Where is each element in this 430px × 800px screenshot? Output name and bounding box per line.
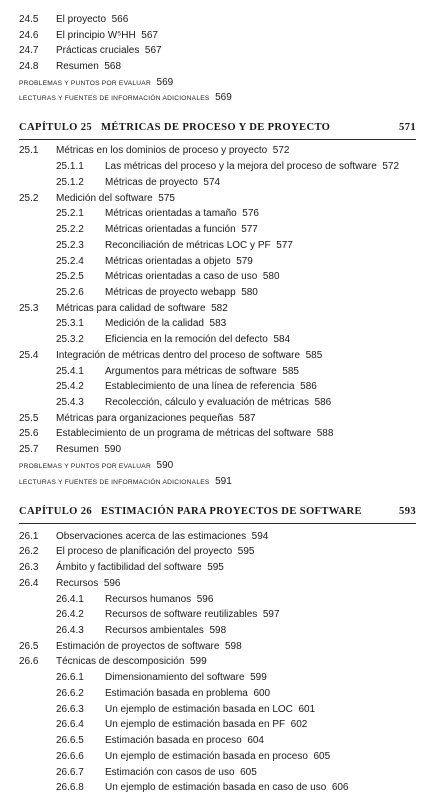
section-title: Dimensionamiento del software	[105, 672, 245, 684]
page-number: 600	[253, 687, 271, 699]
section-number: 24.6	[19, 29, 39, 41]
toc-entry	[105, 287, 258, 299]
page-number: 599	[189, 656, 207, 668]
section-title: Estimación de proyectos de software	[56, 640, 220, 652]
toc-entry	[56, 303, 228, 315]
section-number: 25.3	[19, 302, 39, 314]
page-number: 577	[241, 224, 258, 235]
page-number: 566	[111, 13, 129, 25]
section-number: 24.8	[19, 60, 39, 72]
toc-entry	[105, 381, 317, 393]
chapter-divider	[19, 139, 416, 140]
toc-entry	[56, 641, 242, 653]
page-number: 587	[238, 412, 256, 424]
section-title: Establecimiento de un programa de métricas del software	[56, 428, 312, 440]
section-title: Ámbito y factibilidad del software	[56, 562, 202, 574]
toc-entry	[56, 428, 333, 440]
page-number: 577	[276, 239, 293, 251]
section-number: 25.6	[19, 428, 39, 440]
section-number: 26.6.6	[56, 750, 84, 762]
toc-entry	[105, 751, 330, 763]
page-number: 604	[247, 735, 264, 746]
section-title: Recursos humanos	[105, 593, 192, 605]
section-title: Prácticas cruciales	[56, 45, 140, 57]
section-title: Métricas de proyecto	[105, 176, 198, 188]
toc-entry	[105, 735, 264, 747]
section-number: 24.7	[19, 45, 39, 57]
toc-entry	[56, 30, 158, 42]
section-number: 25.2.5	[56, 271, 84, 283]
problems-entry	[19, 460, 173, 473]
toc-entry	[105, 240, 293, 252]
section-number: 24.5	[19, 13, 39, 25]
section-title: Resumen	[56, 60, 99, 72]
page-number: 567	[141, 29, 158, 41]
toc-entry	[105, 688, 270, 700]
chapter-title: ESTIMACIÓN PARA PROYECTOS DE SOFTWARE	[101, 506, 362, 518]
section-title: Estimación basada en proceso	[105, 735, 242, 746]
section-title: El proceso de planificación del proyecto	[56, 546, 233, 558]
section-number: 25.4.3	[56, 397, 84, 408]
section-title: Un ejemplo de estimación basada en proceso	[105, 750, 308, 762]
page-number: 576	[242, 208, 259, 220]
section-number: 26.5	[19, 640, 39, 652]
page-number: 584	[273, 334, 291, 346]
section-number: 25.2.1	[56, 208, 84, 220]
toc-entry	[56, 61, 121, 73]
section-title: Recolección, cálculo y evaluación de métricas	[105, 397, 309, 408]
section-number: 26.6.1	[56, 672, 84, 684]
section-number: 26.3	[19, 562, 39, 574]
page-number: 572	[382, 161, 400, 173]
page-number: 591	[215, 475, 232, 487]
toc-entry	[105, 224, 258, 236]
page-number: 567	[144, 45, 162, 57]
toc-entry	[105, 704, 315, 716]
toc-entry	[56, 562, 224, 574]
page-number: 575	[158, 192, 175, 204]
toc-entry	[105, 177, 220, 189]
toc-entry	[105, 609, 280, 621]
section-title: Medición del software	[56, 192, 153, 204]
section-number: 25.5	[19, 412, 39, 424]
section-title: Estimación con casos de uso	[105, 766, 235, 778]
section-number: 25.4.2	[56, 381, 84, 393]
chapter-26-heading	[19, 505, 416, 519]
section-title: Técnicas de descomposición	[56, 656, 185, 668]
section-number: 26.4	[19, 577, 39, 589]
toc-entry	[56, 413, 256, 425]
page-number: 579	[236, 255, 253, 267]
page-number: 596	[103, 577, 121, 589]
section-title: Reconciliación de métricas LOC y PF	[105, 239, 271, 251]
section-number: 25.3.1	[56, 318, 84, 330]
section-title: Resumen	[56, 444, 99, 456]
toc-entry	[105, 271, 280, 283]
page-number: 597	[262, 609, 280, 621]
section-title: Métricas de proyecto webapp	[105, 286, 236, 298]
page-number: 590	[104, 444, 122, 456]
page-number: 590	[156, 459, 174, 471]
section-title: Un ejemplo de estimación basada en PF	[105, 719, 286, 731]
toc-entry	[56, 531, 268, 543]
page-number: 605	[313, 750, 331, 762]
toc-entry	[105, 672, 267, 684]
page-number: 602	[290, 719, 308, 731]
toc-entry	[105, 208, 259, 220]
section-number: 25.4.1	[56, 365, 84, 377]
section-number: 26.4.3	[56, 625, 84, 636]
page-number: 580	[241, 286, 258, 298]
page-number: 605	[240, 766, 257, 778]
problems-label: PROBLEMAS Y PUNTOS POR EVALUAR	[19, 79, 151, 87]
section-number: 26.2	[19, 546, 39, 558]
section-number: 25.7	[19, 444, 39, 456]
page-number: 599	[250, 672, 267, 684]
toc-entry	[105, 767, 257, 779]
section-title: Métricas para organizaciones pequeñas	[56, 412, 234, 424]
section-title: Eficiencia en la remoción del defecto	[105, 334, 268, 346]
toc-entry	[56, 45, 162, 57]
section-title: Observaciones acerca de las estimaciones	[56, 530, 247, 542]
readings-label: LECTURAS Y FUENTES DE INFORMACIÓN ADICIONALES	[19, 95, 210, 103]
section-title: Métricas orientadas a tamaño	[105, 208, 237, 220]
section-number: 25.1.1	[56, 161, 84, 173]
section-title: Argumentos para métricas de software	[105, 365, 277, 377]
page-number: 583	[209, 318, 227, 330]
section-number: 25.3.2	[56, 334, 84, 346]
page-number: 569	[156, 76, 174, 88]
section-title: Las métricas del proceso y la mejora del proceso de software	[105, 161, 377, 173]
problems-label: PROBLEMAS Y PUNTOS POR EVALUAR	[19, 462, 151, 470]
section-number: 25.2	[19, 192, 39, 204]
section-number: 25.2.4	[56, 255, 84, 267]
section-title: Métricas orientadas a objeto	[105, 255, 231, 267]
toc-entry	[105, 256, 253, 268]
page-number: 569	[215, 92, 232, 104]
chapter-25-heading	[19, 121, 416, 135]
readings-entry	[19, 92, 232, 105]
toc-entry	[56, 578, 121, 590]
section-title: Estimación basada en problema	[105, 687, 248, 699]
toc-entry	[56, 546, 254, 558]
section-number: 25.2.3	[56, 239, 84, 251]
chapter-label: CAPÍTULO 26	[19, 506, 93, 518]
page-number: 572	[272, 145, 290, 157]
section-title: Métricas en los dominios de proceso y proyecto	[56, 145, 268, 157]
page-number: 586	[300, 381, 317, 393]
section-title: El principio W⁵HH	[56, 29, 136, 41]
section-title: Medición de la calidad	[105, 318, 204, 330]
section-title: Un ejemplo de estimación basada en LOC	[105, 703, 293, 715]
readings-entry	[19, 476, 232, 489]
toc-entry	[105, 318, 226, 330]
section-number: 26.6.8	[56, 782, 84, 794]
section-title: Un ejemplo de estimación basada en caso de uso	[105, 782, 327, 794]
chapter-divider	[19, 523, 416, 524]
section-number: 25.1.2	[56, 176, 84, 188]
toc-entry	[105, 594, 213, 606]
page-number: 585	[282, 365, 299, 377]
toc-entry	[56, 145, 289, 157]
toc-entry	[105, 397, 331, 409]
toc-entry	[105, 625, 226, 637]
toc-entry	[56, 14, 128, 26]
section-number: 25.2.2	[56, 224, 84, 235]
toc-entry	[56, 656, 207, 668]
section-number: 26.4.2	[56, 609, 84, 621]
toc-entry	[105, 719, 307, 731]
section-title: Métricas orientadas a caso de uso	[105, 271, 258, 283]
chapter-title: MÉTRICAS DE PROCESO Y DE PROYECTO	[101, 121, 331, 133]
section-number: 25.1	[19, 145, 39, 157]
page-number: 595	[207, 562, 224, 574]
section-number: 26.6.4	[56, 719, 84, 731]
page-number: 606	[331, 782, 349, 794]
section-number: 26.6	[19, 656, 39, 668]
section-number: 26.4.1	[56, 593, 84, 605]
chapter-page-number: 571	[399, 121, 416, 133]
section-number: 26.6.5	[56, 735, 84, 746]
readings-label: LECTURAS Y FUENTES DE INFORMACIÓN ADICIONALES	[19, 478, 210, 486]
chapter-label: CAPÍTULO 25	[19, 121, 93, 133]
section-title: Métricas para calidad de software	[56, 302, 206, 314]
section-title: Establecimiento de una línea de referencia	[105, 381, 295, 393]
page-number: 598	[209, 625, 227, 636]
section-title: Integración de métricas dentro del proceso de software	[56, 349, 301, 361]
section-number: 25.2.6	[56, 286, 84, 298]
section-title: Recursos de software reutilizables	[105, 609, 258, 621]
toc-entry	[56, 350, 322, 362]
page-number: 598	[224, 640, 242, 652]
toc-entry	[56, 193, 175, 205]
section-title: Recursos ambientales	[105, 625, 204, 636]
section-number: 26.1	[19, 530, 39, 542]
toc-entry	[105, 366, 299, 378]
toc-entry	[105, 161, 399, 173]
page-number: 568	[104, 60, 122, 72]
section-number: 26.6.3	[56, 703, 84, 715]
page-number: 594	[251, 530, 269, 542]
page-number: 582	[211, 302, 228, 314]
page-number: 588	[316, 428, 334, 440]
section-title: El proyecto	[56, 13, 107, 25]
section-number: 26.6.7	[56, 766, 84, 778]
section-number: 26.6.2	[56, 687, 84, 699]
toc-entry	[105, 782, 349, 794]
page-number: 580	[262, 271, 280, 283]
page-number: 586	[314, 397, 332, 408]
page-number: 596	[196, 593, 214, 605]
page-number: 601	[298, 703, 316, 715]
section-title: Recursos	[56, 577, 99, 589]
chapter-page-number: 593	[399, 506, 416, 518]
page-number: 595	[237, 546, 255, 558]
page-number: 574	[203, 176, 221, 188]
section-title: Métricas orientadas a función	[105, 224, 236, 235]
page-number: 585	[305, 349, 323, 361]
section-number: 25.4	[19, 349, 39, 361]
toc-entry	[56, 444, 121, 456]
toc-entry	[105, 334, 290, 346]
problems-entry	[19, 77, 173, 90]
